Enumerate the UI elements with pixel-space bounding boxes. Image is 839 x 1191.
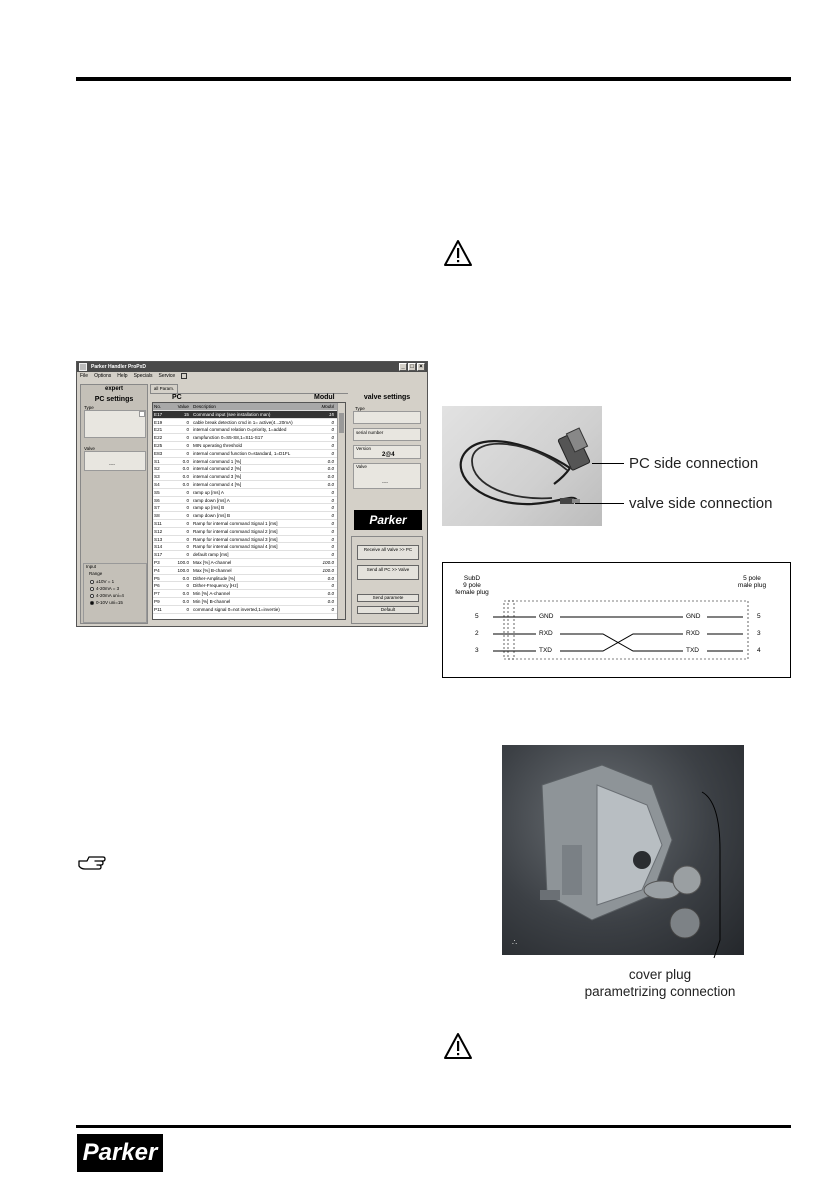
- warning-icon: [443, 1032, 473, 1060]
- valve-caption: [560, 966, 760, 1000]
- param-modul: 100.0: [322, 567, 334, 573]
- param-no: S8: [154, 513, 160, 519]
- radio-selected-icon[interactable]: [90, 601, 94, 605]
- valve-side-pointer: [575, 503, 624, 504]
- param-modul: 0: [331, 505, 334, 511]
- left-pin-rxd: 2: [475, 630, 479, 637]
- param-description: internal command relation 0=priority, 1=added: [193, 427, 287, 433]
- param-no: S6: [154, 497, 160, 503]
- param-no: E17: [154, 411, 163, 417]
- left-pin-txd: 3: [475, 647, 479, 654]
- param-modul: 0.0: [327, 481, 334, 487]
- pc-side-label: PC side connection: [629, 455, 759, 472]
- param-no: E19: [154, 419, 163, 425]
- param-no: S4: [154, 481, 160, 487]
- svg-text:∴: ∴: [512, 938, 518, 947]
- toolbar-icon[interactable]: [181, 373, 187, 379]
- radio-icon[interactable]: [90, 580, 94, 584]
- right-pin-rxd: 3: [757, 630, 761, 637]
- app-icon: [79, 363, 87, 371]
- send-all-button[interactable]: Send all PC >> Valve: [357, 565, 419, 580]
- param-modul: 0: [331, 544, 334, 550]
- pc-valve-value: ----: [109, 462, 115, 467]
- param-description: Min [%] B-channel: [193, 598, 231, 604]
- param-value: 0: [186, 606, 189, 612]
- param-value: 0: [186, 536, 189, 542]
- param-value: 0.0: [182, 474, 189, 480]
- param-value: 0: [186, 505, 189, 511]
- param-modul: 0: [331, 489, 334, 495]
- param-modul: 0: [331, 497, 334, 503]
- maximize-icon[interactable]: □: [408, 363, 416, 371]
- right-pin-gnd: 5: [757, 613, 761, 620]
- right-pin-txd: 4: [757, 647, 761, 654]
- param-modul: 0: [331, 552, 334, 558]
- param-description: internal command 4 [%]: [193, 481, 242, 487]
- pc-type-dropdown-icon[interactable]: [139, 411, 145, 417]
- version-field: [353, 445, 421, 459]
- table-scrollbar[interactable]: [337, 403, 345, 619]
- menu-options[interactable]: Options: [94, 373, 112, 379]
- range-option-2[interactable]: 4-20mA = 3: [90, 585, 124, 592]
- param-value: 0: [186, 513, 189, 519]
- cable-illustration: [442, 406, 602, 526]
- radio-icon[interactable]: [90, 594, 94, 598]
- table-row[interactable]: [153, 442, 345, 450]
- cover-plug-label: cover plug: [628, 967, 692, 982]
- parker-logo-small: Parker: [354, 510, 422, 530]
- param-value: 0: [186, 583, 189, 589]
- table-row[interactable]: [153, 606, 345, 614]
- param-description: internal command function 0=standard, 1=D1FL: [193, 450, 291, 456]
- version-label: Version: [356, 446, 372, 451]
- right-sig-txd: TXD: [686, 647, 699, 654]
- valve-type-field: [353, 411, 421, 424]
- right-plug-header: 5 pole male plug: [737, 575, 767, 589]
- menu-specials[interactable]: Specials: [133, 373, 153, 379]
- right-sig-rxd: RXD: [686, 630, 700, 637]
- menu-bar: [77, 372, 427, 380]
- pc-side-pointer: [592, 463, 624, 464]
- param-no: E25: [154, 442, 163, 448]
- left-sig-gnd: GND: [539, 613, 554, 620]
- menu-file[interactable]: File: [80, 373, 89, 379]
- table-row[interactable]: [153, 590, 345, 598]
- action-panel: [351, 536, 423, 624]
- param-modul: 0.0: [327, 458, 334, 464]
- right-sig-gnd: GND: [686, 613, 701, 620]
- cover-plug-leader: [700, 790, 730, 965]
- table-row[interactable]: [153, 559, 345, 567]
- param-description: ramp up [ms] B: [193, 505, 225, 511]
- pc-input-label: Input: [86, 564, 97, 569]
- param-description: default ramp [ms]: [193, 552, 229, 558]
- table-row[interactable]: [153, 520, 345, 528]
- table-row[interactable]: [153, 497, 345, 505]
- table-body: [153, 411, 345, 614]
- param-no: S5: [154, 489, 160, 495]
- valve-settings-title: valve settings: [363, 394, 411, 401]
- param-value: 0: [186, 427, 189, 433]
- pc-settings-panel: [80, 384, 148, 624]
- param-no: E22: [154, 435, 163, 441]
- param-value: 15: [183, 411, 189, 417]
- valve-field: [353, 463, 421, 489]
- param-description: ramp up [ms] A: [193, 489, 224, 495]
- param-description: Max [%] B-channel: [193, 567, 232, 573]
- pc-column-header: PC: [172, 394, 182, 401]
- close-icon[interactable]: ×: [417, 363, 425, 371]
- param-description: Command input (see installation man): [193, 411, 271, 417]
- table-row[interactable]: [153, 567, 345, 575]
- left-sig-txd: TXD: [539, 647, 552, 654]
- parker-propxd-window: [76, 361, 428, 627]
- param-description: MIN operating threshold: [193, 442, 243, 448]
- pc-range-label: Range: [89, 571, 103, 576]
- param-no: S14: [154, 544, 163, 550]
- pc-type-label: Type: [84, 405, 94, 410]
- param-modul: 0: [331, 528, 334, 534]
- param-no: S2: [154, 466, 160, 472]
- pin-diagram: [442, 562, 791, 678]
- param-no: P4: [154, 567, 160, 573]
- param-modul: 100.0: [322, 559, 334, 565]
- table-row[interactable]: [153, 512, 345, 520]
- table-row[interactable]: [153, 489, 345, 497]
- param-modul: 15: [328, 411, 334, 417]
- param-value: 0: [186, 450, 189, 456]
- param-description: rampfunction 0=S5-S8,1=S11-S17: [193, 435, 263, 441]
- valve-type-label: Type: [355, 406, 365, 411]
- param-description: internal command 2 [%]: [193, 466, 242, 472]
- send-params-button[interactable]: Send paramete: [357, 594, 419, 602]
- range-option-3[interactable]: 4-20mA uni=4: [90, 592, 124, 599]
- param-value: 0.0: [182, 591, 189, 597]
- param-modul: 0.0: [327, 575, 334, 581]
- param-value: 0: [186, 442, 189, 448]
- table-row[interactable]: [153, 504, 345, 512]
- param-value: 0.0: [182, 466, 189, 472]
- param-modul: 0.0: [327, 591, 334, 597]
- footer-rule: [76, 1125, 791, 1128]
- param-modul: 0: [331, 427, 334, 433]
- pc-input-group: [83, 563, 147, 623]
- param-no: P9: [154, 598, 160, 604]
- param-modul: 0.0: [327, 466, 334, 472]
- param-value: 0.0: [182, 598, 189, 604]
- mode-label: expert: [104, 386, 123, 392]
- left-plug-header: SubD 9 pole female plug: [455, 575, 489, 596]
- table-header-row: No. Value Description Modul: [153, 403, 345, 411]
- header-rule: [76, 77, 791, 81]
- version-value: 2@4: [382, 452, 395, 458]
- param-no: S13: [154, 536, 163, 542]
- parker-logo-footer: Parker: [77, 1134, 163, 1172]
- table-row[interactable]: [153, 434, 345, 442]
- param-no: P3: [154, 559, 160, 565]
- range-option-1[interactable]: ±10V = 1: [90, 578, 124, 585]
- param-value: 0: [186, 497, 189, 503]
- param-description: Ramp for internal command Signal 4 [ms]: [193, 544, 278, 550]
- param-no: S17: [154, 552, 163, 558]
- scroll-thumb[interactable]: [339, 413, 344, 433]
- param-description: internal command 1 [%]: [193, 458, 242, 464]
- param-value: 0: [186, 552, 189, 558]
- table-row[interactable]: [153, 450, 345, 458]
- param-modul: 0.0: [327, 474, 334, 480]
- table-row[interactable]: [153, 458, 345, 466]
- param-value: 0.0: [182, 481, 189, 487]
- param-description: Min [%] A-channel: [193, 591, 231, 597]
- param-no: P6: [154, 583, 160, 589]
- param-value: 0: [186, 544, 189, 550]
- pc-valve-label: Valve: [84, 446, 95, 451]
- param-description: internal command 3 [%]: [193, 474, 242, 480]
- hand-pointer-icon: [77, 853, 107, 873]
- param-no: E21: [154, 427, 163, 433]
- param-description: Max [%] A-channel: [193, 559, 232, 565]
- param-modul: 0: [331, 536, 334, 542]
- table-row[interactable]: [153, 426, 345, 434]
- param-no: E83: [154, 450, 163, 456]
- parametrizing-connection-label: parametrizing connection: [584, 984, 736, 999]
- param-value: 0: [186, 528, 189, 534]
- valve-value: ----: [382, 480, 388, 485]
- table-row[interactable]: [153, 481, 345, 489]
- warning-icon: [443, 239, 473, 267]
- param-no: S11: [154, 520, 162, 526]
- param-modul: 0: [331, 450, 334, 456]
- param-description: ramp down [ms] A: [193, 497, 230, 503]
- menu-help[interactable]: Help: [117, 373, 128, 379]
- param-value: 0.0: [182, 575, 189, 581]
- receive-all-button[interactable]: Receive all Valve >> PC: [357, 545, 419, 560]
- table-row[interactable]: [153, 598, 345, 606]
- range-option-4[interactable]: 0-10V uni=15: [90, 599, 124, 606]
- window-title: Parker Handler ProPxD: [91, 364, 147, 370]
- valve-label: Valve: [356, 464, 367, 469]
- valve-settings-panel: [351, 394, 423, 524]
- tab-all-params[interactable]: all Param.: [150, 384, 178, 393]
- param-modul: 0.0: [327, 598, 334, 604]
- default-button[interactable]: Default: [357, 606, 419, 614]
- table-row[interactable]: [153, 528, 345, 536]
- radio-icon[interactable]: [90, 587, 94, 591]
- param-modul: 0: [331, 520, 334, 526]
- param-description: command signal 0=not inverted,1=invertie): [193, 606, 280, 612]
- menu-service[interactable]: Service: [158, 373, 176, 379]
- param-modul: 0: [331, 606, 334, 612]
- modul-column-header: Modul: [314, 394, 335, 401]
- param-value: 0: [186, 419, 189, 425]
- param-no: P7: [154, 591, 160, 597]
- minimize-icon[interactable]: _: [399, 363, 407, 371]
- table-row[interactable]: [153, 543, 345, 551]
- param-description: Ramp for internal command Signal 2 [ms]: [193, 528, 278, 534]
- serial-number-label: serial number: [356, 430, 384, 435]
- left-pin-gnd: 5: [475, 613, 479, 620]
- param-no: P11: [154, 606, 162, 612]
- left-sig-rxd: RXD: [539, 630, 553, 637]
- table-row[interactable]: [153, 536, 345, 544]
- valve-side-label: valve side connection: [629, 495, 773, 512]
- param-no: S12: [154, 528, 163, 534]
- param-value: 100.0: [177, 559, 189, 565]
- parameter-table: [152, 402, 346, 620]
- table-row[interactable]: [153, 411, 345, 419]
- param-value: 0: [186, 520, 189, 526]
- param-modul: 0: [331, 513, 334, 519]
- table-row[interactable]: [153, 465, 345, 473]
- param-description: cable break detection cmd in 1= active(4...20mA): [193, 419, 293, 425]
- table-row[interactable]: [153, 582, 345, 590]
- param-no: S3: [154, 474, 160, 480]
- table-row[interactable]: [153, 575, 345, 583]
- table-row[interactable]: [153, 551, 345, 559]
- param-value: 0: [186, 435, 189, 441]
- param-modul: 0: [331, 583, 334, 589]
- param-description: Ramp for internal command Signal 3 [ms]: [193, 536, 278, 542]
- param-no: S1: [154, 458, 160, 464]
- param-value: 100.0: [177, 567, 189, 573]
- table-row[interactable]: [153, 419, 345, 427]
- param-value: 0.0: [182, 458, 189, 464]
- param-description: Dither-Frequency [Hz]: [193, 583, 238, 589]
- param-description: Dither-Amplitude [%]: [193, 575, 236, 581]
- pc-settings-title: PC settings: [94, 396, 134, 403]
- param-no: S7: [154, 505, 160, 511]
- param-modul: 0: [331, 435, 334, 441]
- serial-number-field: [353, 428, 421, 441]
- param-description: Ramp for internal command Signal 1 [ms]: [193, 520, 278, 526]
- pc-type-field[interactable]: [84, 410, 146, 438]
- pc-valve-field: [84, 451, 146, 471]
- table-row[interactable]: [153, 473, 345, 481]
- param-no: P5: [154, 575, 160, 581]
- param-value: 0: [186, 489, 189, 495]
- param-description: ramp down [ms] B: [193, 513, 231, 519]
- cable-photo: [442, 406, 602, 526]
- param-modul: 0: [331, 442, 334, 448]
- window-titlebar: [77, 362, 427, 372]
- param-modul: 0: [331, 419, 334, 425]
